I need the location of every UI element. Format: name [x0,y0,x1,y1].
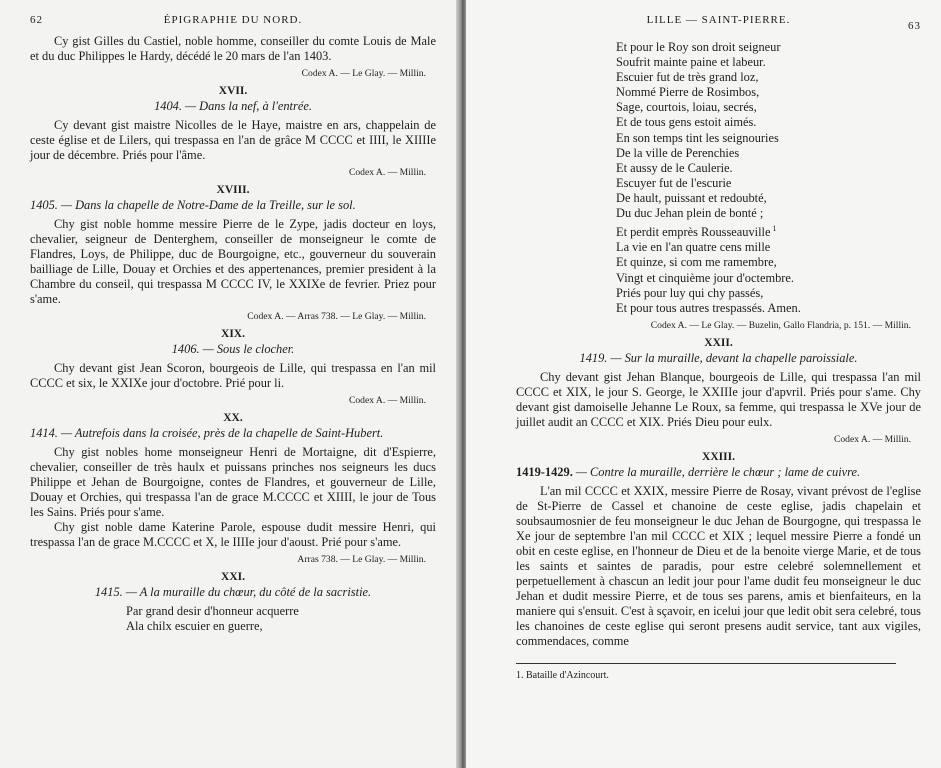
verse-line: Et pour le Roy son droit seigneur [616,40,781,54]
verse-line: Et quinze, si com me ramembre, [616,255,777,270]
entry-xxi-verse-1: Par grand desir d'honneur acquerre [126,604,299,618]
verse-line: Du duc Jehan plein de bonté ; [616,206,764,221]
entry-xxiii-date-num: 1419-1429. [516,464,573,479]
entry-xxii-source: Codex A. — Millin. [833,433,911,445]
verse-line: En son temps tint les seignouries [616,130,779,145]
left-running-title: ÉPIGRAPHIE DU NORD. [163,14,303,26]
verse-line: Vingt et cinquième jour d'octembre. [616,270,794,285]
entry-xx-source: Arras 738. — Le Glay. — Millin. [297,554,426,565]
verse-line: Escuier fut de très grand loz, [616,70,759,85]
entry-xxiii-numeral: XXIII. [702,450,735,463]
entry-xx-text-1: Chy gist nobles home monseigneur Henri de Mortaigne, dit d'Espierre, chevalier, conseiller de très haulx et puissans prinches nos seigneurs les ducs Philippe et Jehan de Bourgoigne, contes de Flandres, et gouverneur de Lille, Douay et Orchies, qui trespassa l'an de grace M.CCCC et XIIII, le jour de Tous les Sains. Priés pour s'ame. [30,445,436,519]
verse-line: Et de tous gens estoit aimés. [616,115,757,130]
verse-line: Et pour tous autres trespassés. Amen. [616,300,801,315]
entry-xxi-date: 1415. — A la muraille du chœur, du côté de la sacristie. [94,585,372,599]
verse-line: Soufrit mainte paine et labeur. [616,55,766,70]
verse-line: Sage, courtois, loiau, secrés, [616,100,757,115]
verses-source: Codex A. — Le Glay. — Buzelin, Gallo Flandria, p. 151. — Millin. [650,319,911,331]
verse-line: De hault, puissant et redoubté, [616,190,767,205]
entry-xvii-numeral: XVII. [218,85,248,97]
right-page-header [516,14,921,32]
footnote: 1. Bataille d'Azincourt. [516,669,609,681]
entry-xxi-numeral: XXI. [221,571,245,583]
entry-xxii-text: Chy devant gist Jehan Blanque, bourgeois de Lille, qui trespassa l'an mil CCCC et XIX, le jour S. George, le XXIIIe jour d'apvril. Priés pour s'ame. Chy devant gist damoiselle Jehanne Le Roux, sa femme, qui trespassa le XVe jour de juillet audit an CCCC et XIX. Priés Dieu pour eulx. [516,369,921,429]
verse-line: Et perdit emprès Rousseauville $^1$ [616,224,777,240]
entry-xx-numeral: XX. [223,412,243,424]
entry-xxiii-date-line [516,465,921,480]
verse-block [516,40,921,316]
left-page-number: 62 [30,14,43,26]
entry-xix-source: Codex A. — Millin. [348,395,426,406]
left-page [0,0,458,768]
footnote-mark: 1 [770,224,777,234]
right-page [466,0,941,768]
entry-xvi-text: Cy gist Gilles du Castiel, noble homme, conseiller du comte Louis de Male et du duc Philippes le Hardy, décédé le 20 mars de l'an 1403. [30,34,436,63]
entry-xix-date: 1406. — Sous le clocher. [171,342,295,356]
entry-xvii-source: Codex A. — Millin. [348,167,426,178]
right-running-title: LILLE — SAINT-PIERRE. [646,14,791,26]
verse-line: Priés pour luy qui chy passés, [616,285,764,300]
entry-xxiii-date: — Contre la muraille, derrière le chœur ; lame de cuivre. [575,464,861,479]
verse-line: La vie en l'an quatre cens mille [616,240,771,255]
entry-xviii-source: Codex A. — Arras 738. — Le Glay. — Millin. [247,311,426,322]
entry-xviii-numeral: XVIII. [216,184,250,196]
verse-line: Nommé Pierre de Rosimbos, [616,85,760,100]
right-page-number: 63 [908,20,921,32]
entry-xxiii-text: L'an mil CCCC et XXIX, messire Pierre de Rosay, vivant prévost de l'eglise de St-Pierre de Cassel et chanoine de ceste eglise, jadis chapelain et soubsaumosnier de feu monseigneur le duc Jehan de Bourgogne, qui trespassa le Xe jour de septembre l'an mil CCCC et XIX ; lequel messire Pierre a fondé un obit en ceste eglise, en l'honneur de Dieu et de la benoite vierge Marie, et de tous les saints et saintes de paradis, pour estre celebré solemnellement et perpetuellement à chascun an ledit jour pour l'ame dudit feu monseigneur le duc Jehan et dudit messire Pierre, et de tous ses parens, amis et bienfaiteurs, en la maniere qui s'ensuit. C'est à sçavoir, en icelui jour que ledit obit sera celebré, tous les chanoines de ceste eglise qui seront presens audit service, tant aux vigiles, commendaces, comme [516,483,921,648]
entry-xx-text-2: Chy gist noble dame Katerine Parole, espouse dudit messire Henri, qui trespassa l'an de grace M.CCCC et X, le IIIIe jour d'aoust. Prié pour s'ame. [30,520,436,549]
entry-xxii-numeral: XXII. [704,336,733,349]
left-page-header [30,14,436,26]
footnote-rule [516,663,896,664]
entry-xvii-text: Cy devant gist maistre Nicolles de le Haye, maistre en ars, chappelain de ceste église et de Lilers, qui trespassa en l'an de grâce M CCCC et IIII, le XIIIIe jour de décembre. Priés pour l'âme. [30,118,436,162]
entry-xvi-source: Codex A. — Le Glay. — Millin. [301,68,426,79]
entry-xviii-text: Chy gist noble homme messire Pierre de le Zype, jadis docteur en loys, chevalier, seigneur de Denterghem, conseiller de monseigneur le comte de Flandres, Loys, de Philippe, duc de Bourgoigne, etc., gouverneur du souverain bailliage de Lille, Douay et Orchies et des appertenances, premier president à la Chambre du conseil, qui trespassa M CCCC IV, le XXIXe de fevrier. Priez pour s'ame. [30,217,436,306]
entry-xxi-verse-2: Ala chilx escuier en guerre, [126,619,263,634]
entry-xix-numeral: XIX. [221,328,245,340]
entry-xvii-date: 1404. — Dans la nef, à l'entrée. [154,99,312,113]
verse-line: Et aussy de le Caulerie. [616,160,733,175]
verse-line: Escuyer fut de l'escurie [616,175,732,190]
entry-xviii-date: 1405. — Dans la chapelle de Notre-Dame de la Treille, sur le sol. [30,198,356,212]
entry-xx-date: 1414. — Autrefois dans la croisée, près de la chapelle de Saint-Hubert. [30,426,384,440]
verse-line: De la ville de Perenchies [616,145,740,160]
entry-xix-text: Chy devant gist Jean Scoron, bourgeois de Lille, qui trespassa en l'an mil CCCC et six, le XXIXe jour d'octobre. Prié pour li. [30,361,436,390]
entry-xxii-date: 1419. — Sur la muraille, devant la chapelle paroissiale. [579,350,858,365]
